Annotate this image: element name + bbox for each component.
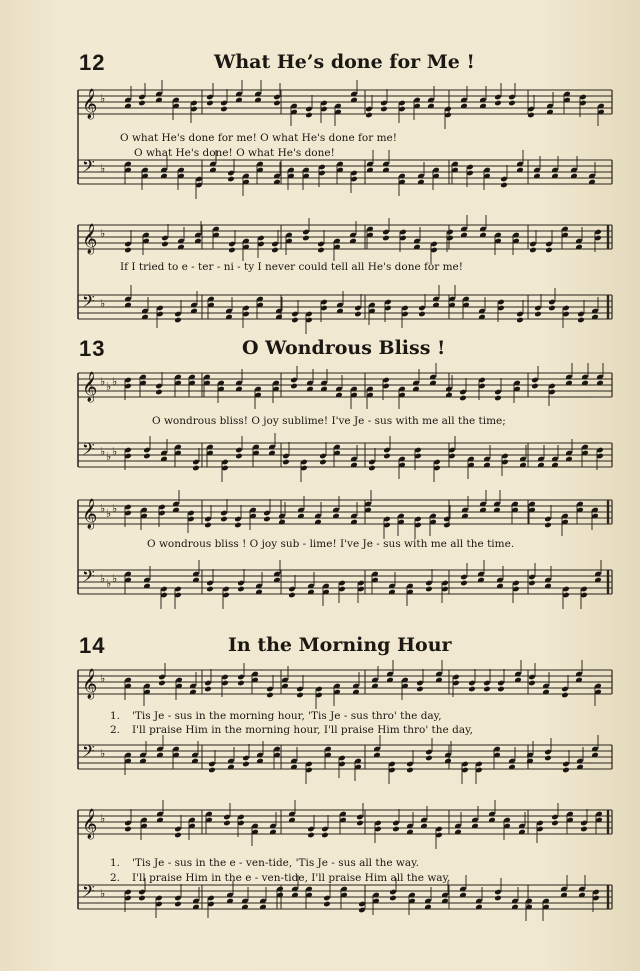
flat-icon: ♭	[112, 375, 118, 388]
note-head	[266, 692, 274, 699]
note-head	[138, 100, 146, 107]
note-head	[528, 580, 536, 587]
note-head	[242, 761, 250, 768]
note-head	[443, 522, 451, 529]
note-head	[561, 692, 569, 699]
note-head	[288, 592, 296, 599]
treble-clef-icon: 𝄞	[82, 372, 98, 402]
note-head	[500, 182, 508, 189]
lyric-line: O wondrous bliss ! O joy sub - lime! I've Je - sus with me all the time.	[147, 538, 515, 550]
bass-staff	[78, 560, 612, 609]
note-head	[307, 832, 315, 839]
treble-staff	[78, 660, 612, 709]
treble-staff	[78, 490, 612, 539]
note-head	[291, 317, 299, 324]
music-system	[0, 220, 640, 330]
treble-staff	[78, 363, 612, 409]
note-head	[263, 516, 271, 523]
note-head	[161, 241, 169, 248]
verse-number: 2.	[110, 724, 121, 736]
note-head	[380, 106, 388, 113]
verse-number: 1.	[110, 710, 121, 722]
note-head	[323, 901, 331, 908]
note-head	[305, 112, 313, 119]
note-head	[392, 826, 400, 833]
treble-staff	[78, 800, 612, 849]
note-head	[319, 459, 327, 466]
note-head	[208, 767, 216, 774]
note-head	[562, 767, 570, 774]
note-head	[317, 247, 325, 254]
bass-staff	[78, 735, 612, 784]
bass-clef-icon: 𝄢	[82, 439, 95, 463]
note-head	[237, 586, 245, 593]
verse-number: 2.	[110, 872, 121, 884]
note-head	[406, 767, 414, 774]
note-head	[425, 755, 433, 762]
treble-clef-icon: 𝄞	[82, 224, 98, 254]
treble-clef-icon: 𝄞	[82, 669, 98, 699]
hymn-title: O Wondrous Bliss !	[242, 337, 446, 359]
bass-clef-icon: 𝄢	[82, 156, 95, 180]
flat-icon: ♭	[112, 445, 118, 458]
note-head	[220, 516, 228, 523]
note-head	[389, 895, 397, 902]
flat-icon: ♭	[106, 577, 112, 590]
note-head	[321, 832, 329, 839]
note-head	[204, 522, 212, 529]
treble-clef-icon: 𝄞	[82, 89, 98, 119]
bass-staff	[78, 433, 612, 482]
note-head	[468, 686, 476, 693]
note-head	[227, 176, 235, 183]
note-head	[271, 247, 279, 254]
flat-icon: ♭	[100, 812, 106, 825]
note-head	[577, 317, 585, 324]
note-head	[273, 100, 281, 107]
note-head	[155, 389, 163, 396]
note-head	[494, 895, 502, 902]
note-head	[528, 680, 536, 687]
treble-clef-icon: 𝄞	[82, 499, 98, 529]
hymn-number: 12	[79, 50, 106, 75]
bass-clef-icon: 𝄢	[82, 881, 95, 905]
flat-icon: ♭	[106, 450, 112, 463]
flat-icon: ♭	[112, 572, 118, 585]
lyric-text: 'Tis Je - sus in the morning hour, 'Tis Je - sus thro' the day,	[132, 710, 442, 722]
music-system	[0, 495, 640, 610]
bass-clef-icon: 𝄢	[82, 741, 95, 765]
note-head	[296, 692, 304, 699]
lyric-line	[110, 710, 442, 722]
lyric-text: I'll praise Him in the morning hour, I'll praise Him thro' the day,	[132, 724, 473, 736]
note-head	[545, 247, 553, 254]
treble-staff	[78, 80, 612, 129]
note-head	[237, 680, 245, 687]
note-head	[220, 106, 228, 113]
flat-icon: ♭	[100, 672, 106, 685]
flat-icon: ♭	[106, 380, 112, 393]
note-head	[382, 235, 390, 242]
note-head	[580, 826, 588, 833]
flat-icon: ♭	[100, 887, 106, 900]
note-head	[204, 686, 212, 693]
flat-icon: ♭	[100, 162, 106, 175]
note-head	[158, 680, 166, 687]
note-head	[235, 453, 243, 460]
note-head	[494, 100, 502, 107]
note-head	[124, 247, 132, 254]
lyric-line	[110, 724, 473, 736]
note-head	[460, 580, 468, 587]
note-head	[174, 901, 182, 908]
note-head	[418, 311, 426, 318]
note-head	[508, 100, 516, 107]
verse-number: 1.	[110, 857, 121, 869]
note-head	[529, 247, 537, 254]
flat-icon: ♭	[100, 92, 106, 105]
note-head	[483, 686, 491, 693]
lyric-text: 'Tis Je - sus in the e - ven-tide, 'Tis Je - sus all the way.	[132, 857, 420, 869]
flat-icon: ♭	[100, 375, 106, 388]
note-head	[174, 832, 182, 839]
note-head	[516, 317, 524, 324]
note-head	[206, 586, 214, 593]
flat-icon: ♭	[100, 502, 106, 515]
lyric-line: If I tried to e - ter - ni - ty I never could tell all He's done for me!	[120, 261, 463, 273]
note-head	[143, 453, 151, 460]
note-head	[497, 686, 505, 693]
note-head	[548, 305, 556, 312]
flat-icon: ♭	[106, 507, 112, 520]
lyric-line: O what He's done for me! O what He's done for me!	[120, 132, 397, 144]
note-head	[551, 820, 559, 827]
note-head	[234, 522, 242, 529]
note-head	[544, 522, 552, 529]
lyric-line: O wondrous bliss! O joy sublime! I've Je - sus with me all the time;	[152, 415, 506, 427]
note-head	[416, 686, 424, 693]
note-head	[206, 100, 214, 107]
flat-icon: ♭	[100, 572, 106, 585]
note-head	[534, 311, 542, 318]
flat-icon: ♭	[100, 445, 106, 458]
bass-staff	[78, 285, 612, 334]
note-head	[174, 317, 182, 324]
lyric-line	[110, 872, 450, 884]
lyric-line	[110, 857, 419, 869]
note-head	[365, 112, 373, 119]
lyric-text: I'll praise Him in the e - ven-tide, I'll praise Him all the way.	[132, 872, 451, 884]
note-head	[531, 383, 539, 390]
hymn-number: 13	[79, 336, 106, 361]
note-head	[282, 459, 290, 466]
note-head	[192, 465, 200, 472]
flat-icon: ♭	[112, 502, 118, 515]
note-head	[302, 235, 310, 242]
treble-staff	[78, 215, 612, 264]
note-head	[124, 826, 132, 833]
bass-clef-icon: 𝄢	[82, 566, 95, 590]
note-head	[544, 755, 552, 762]
note-head	[138, 895, 146, 902]
bass-clef-icon: 𝄢	[82, 291, 95, 315]
note-head	[223, 820, 231, 827]
flat-icon: ♭	[100, 747, 106, 760]
treble-clef-icon: 𝄞	[82, 809, 98, 839]
hymn-title: In the Morning Hour	[228, 634, 452, 656]
note-head	[459, 395, 467, 402]
flat-icon: ♭	[100, 227, 106, 240]
flat-icon: ♭	[100, 297, 106, 310]
note-head	[228, 247, 236, 254]
hymn-title: What He’s done for Me !	[214, 51, 475, 73]
note-head	[494, 395, 502, 402]
note-head	[425, 586, 433, 593]
hymn-number: 14	[79, 633, 106, 658]
note-head	[354, 311, 362, 318]
lyric-line: O what He's done! O what He's done!	[134, 147, 335, 159]
note-head	[290, 383, 298, 390]
note-head	[356, 820, 364, 827]
note-head	[368, 465, 376, 472]
note-head	[383, 453, 391, 460]
